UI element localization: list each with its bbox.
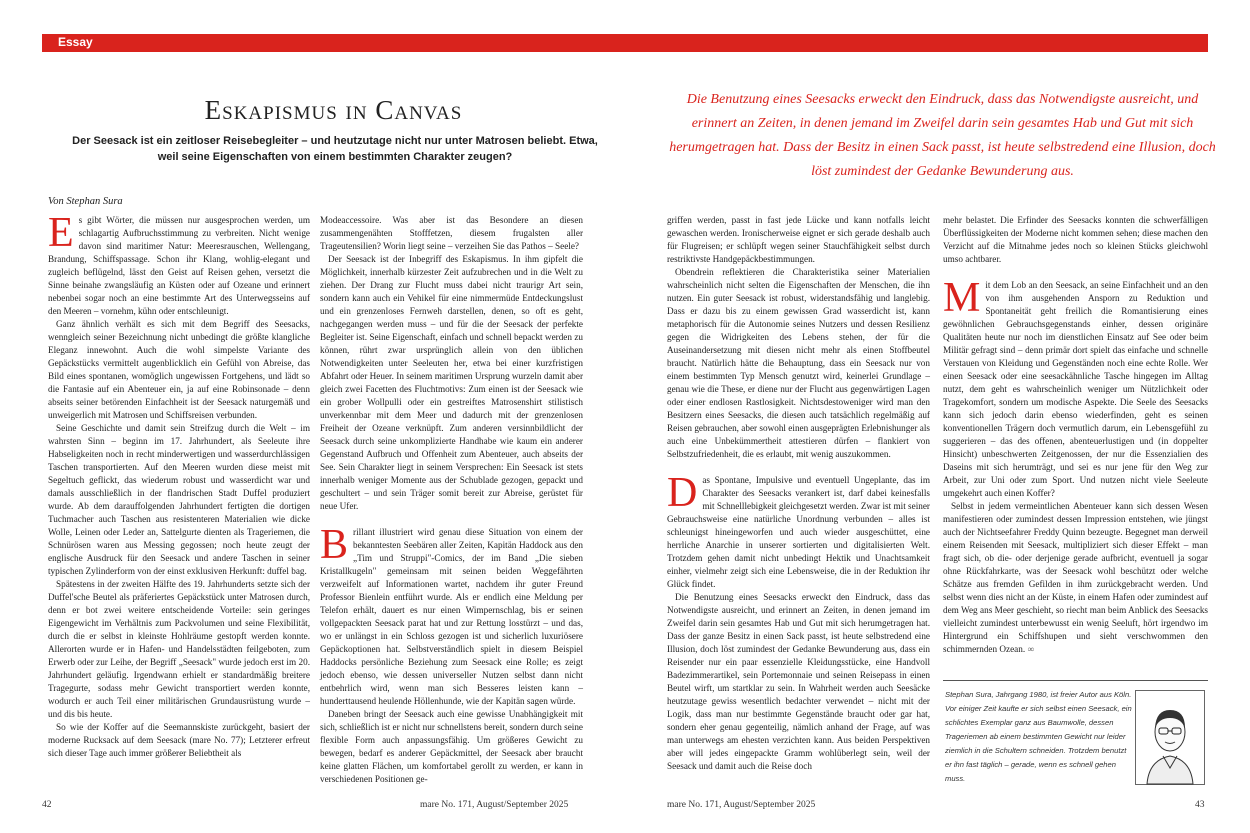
right-page	[625, 0, 1250, 833]
paragraph: Ganz ähnlich verhält es sich mit dem Begriff des Seesacks, wenngleich seiner Bezeichnung nicht unbedingt die größte klangliche Eleganz innewohnt. Auch die wohl simpelste Variante des Gepäckstücks vermittelt augenblicklich ein Gefühl von Abreise, das Bild eines spontanen, womöglich ungewissen Fortgehens, und lädt so die Fantasie auf ein Abenteuer ein, ja auf eine Robinsonade – denn abseits seiner betörenden Einfachheit ist der Seesack naturgemäß und unweigerlich mit Matrosen und Schiffsreisen verbunden.	[48, 319, 310, 420]
bio-rule	[943, 680, 1208, 681]
paragraph: it dem Lob an den Seesack, an seine Einfachheit und an den von ihm ausgehenden Ansporn zu Reduktion und Spontaneität geht freilich die Romantisierung eines gewöhnlichen Gebrauchsgegenstands einher, dessen originäre Qualitäten heute nur noch im dienstlichen Einsatz auf See oder beim Militär gefragt sind – denn primär dort spielt das einfache und schnelle Verstauen von Kleidung und Gegenständen noch eine echte Rolle. Wer einen Seesack oder eine seesackähnliche Tasche hingegen im Alltag nutzt, dem geht es wahrscheinlich weniger um Nützlichkeit oder Tragekomfort, sondern um modische Aspekte. Die Seele des Seesacks kann sich jedoch darin ebenso wiederfinden, geht es seinen konventionellen Trägern doch vermutlich darum, ein Lebensgefühl zu suggerieren – das des offenen, abenteuerlustigen und (in doppelter Hinsicht) unbeschwerten Zeitgenossen, der nur die Essenzialien des Daseins mit sich herumträgt, und sei es nur jene für den Weg zur Arbeit, zur Uni oder zum Sport. Und nutzen nicht viele Seeleute umgekehrt auch einen Koffer?	[943, 280, 1208, 498]
issue-line: mare No. 171, August/September 2025	[420, 800, 569, 810]
column-3	[667, 214, 930, 773]
paragraph: Modeaccessoire. Was aber ist das Besondere an diesen zusammengenähten Stofffetzen, diesem frugalsten aller Trageutensilien? Worin liegt seine – verzeihen Sie das Pathos – Seele?	[320, 215, 583, 251]
dropcap: E	[48, 210, 74, 256]
end-mark: ∞	[1027, 644, 1035, 654]
issue-line: mare No. 171, August/September 2025	[667, 800, 816, 810]
paragraph: Der Seesack ist der Inbegriff des Eskapismus. In ihm gipfelt die Möglichkeit, innerhalb kürzester Zeit aufzubrechen und in die Welt zu ziehen. Der Drang zur Flucht muss dabei nicht traurigr Art sein, sondern kann auch ein Vehikel für eine nimmermüde Entdeckungslust und ein grenzenloses Fernweh darstellen, denen, so oft es geht, nachgegangen werden muss – und für die der Seesack der perfekte Begleiter ist. Seine Eigenschaft, einfach und schnell bepackt werden zu können, rührt zwar ursprünglich allein von den üblichen Notwendigkeiten unter Seeleuten her, etwa bei einer kurzfristigen Abfahrt oder Heuer. In seinem maritimen Ursprung wurzeln damit aber gleich zwei Facetten des Fluchtmotivs: Zum einen ist der Seesack wie ein grober Wollpulli oder ein gestreiftes Matrosenshirt stilistisch unverkennbar mit dem Meer und dadurch mit der grenzenlosen Freiheit der Ozeane verknüpft. Zum anderen versinnbildlicht der Seesack durch seine unkomplizierte Handhabe wie kaum ein anderer Gegenstand Aufbruch und Offenheit zum Abenteuer, auch abseits der See. Sein Charakter liegt in seinem Versprechen: Ein Seesack ist stets innerhalb weniger Momente aus der Schublade gezogen, gepackt und geschultert – und sein Träger somit bereit zur Abreise, gerüstet für neue Ufer.	[320, 254, 583, 511]
section-label: Essay	[58, 35, 93, 49]
paragraph: Selbst in jedem vermeintlichen Abenteuer kann sich dessen Wesen manifestieren oder zumindest dessen Impression entstehen, wie jüngst auch der Nichtseefahrer Freddy Quinn bezeugte. Begegnet man derweil einem Reisenden mit Seesack, multipliziert sich dieser Effekt – man fragt sich, ob die- oder derjenige gerade aufbricht, eventuell ja sogar ohne Rückfahrkarte, was der Seesack wohl beschützt oder welche Schätze aus fremden Gefilden in ihm zurückgebracht werden. Und selbst wenn dies nicht an der Küste, in einem Hafen oder zumindest auf dem Weg ans Meer geschieht, so riecht man beim Anblick des Seesacks vielleicht zumindest unterbewusst ein wenig Seeluft, hört irgendwo im Hintergrund ein Schiffshupen und sieht verschwommen den schimmernden Ozean.	[943, 501, 1208, 654]
author-bio: Stephan Sura, Jahrgang 1980, ist freier Autor aus Köln. Vor einiger Zeit kaufte er sich selbst einen Seesack, ein schlichtes Exemplar ganz aus Baumwolle, dessen Trageriemen ab einem bestimmten Gewicht nur leider ziemlich in die Schultern schneiden. Trotzdem benutzt er ihn fast täglich – gerade, wenn es schnell gehen muss.	[945, 690, 1132, 783]
pull-quote: Die Benutzung eines Seesacks erweckt den Eindruck, dass das Notwendigste ausreicht, und erinnert an Zeiten, in denen jemand im Zweifel darin sein gesamtes Hab und Gut mit sich herumgetragen hat. Dass der Besitz in einen Sack passt, ist heute selbstredend eine Illusion, doch löst zumindest der Gedanke Bewunderung aus.	[669, 92, 1216, 179]
author-portrait-icon	[1135, 690, 1205, 785]
paragraph: So wie der Koffer auf die Seemannskiste zurückgeht, basiert der moderne Rucksack auf dem Seesack (mare No. 77); Letzterer erfreut sich dieser Tage auch immer größerer Beliebtheit als	[48, 722, 310, 758]
paragraph: griffen werden, passt in fast jede Lücke und kann notfalls leicht gewaschen werden. Ironischerweise eignet er sich gerade deshalb auch für Flugreisen; er schlüpft wegen seiner Stauchfähigkeit selbst durch restriktivste Handgepäckbestimmungen.	[667, 215, 930, 264]
paragraph: Die Benutzung eines Seesacks erweckt den Eindruck, dass das Notwendigste ausreicht, und erinnert an Zeiten, in denen jemand im Zweifel darin sein gesamtes Hab und Gut mit sich herumgetragen hat. Dass der ganze Besitz in einen Sack passt, ist heute selbstredend eine Illusion, doch löst zumindest der Gedanke Bewunderung aus, dass ein Reisender nur ein paar essenzielle Kleidungsstücke, eine Handvoll Badezimmerartikel, sein Portemonnaie und seinen Reisepass in einen Beutel wirft, um startklar zu sein. In Wahrheit werden auch Seesäcke heutzutage gewiss wesentlich bedachter verwendet – nicht mit der Logik, dass man nur bestimmte Gegenstände braucht oder gar hat, sondern eher genau gegenteilig, nämlich anhand der Frage, auf was man unterwegs am ehesten verzichten kann. Aus beiden Perspektiven aber will jedes eingepackte Gramm wohlüberlegt sein, weil der Seesack und damit auch die Reise doch	[667, 592, 930, 771]
column-1	[48, 210, 310, 760]
paragraph: mehr belastet. Die Erfinder des Seesacks konnten die schwerfälligen Überflüssigkeiten der Moderne nicht kommen sehen; diese machen den Verzicht auf die Mitnahme jedes noch so kleinen Stücks gleichwohl umso achtbarer.	[943, 215, 1208, 264]
byline: Von Stephan Sura	[48, 196, 123, 207]
paragraph: Daneben bringt der Seesack auch eine gewisse Unabhängigkeit mit sich, schließlich ist er nicht nur schnellstens bereit, sondern durch seine flexible Form auch anpassungsfähig. Um größeres Gewicht zu bewegen, bedarf es anderer Gepäckmittel, der Seesack aber braucht keine glatten Flächen, um komfortabel gerollt zu werden, er kann in verschiedenen Positionen ge-	[320, 709, 583, 784]
paragraph: Spätestens in der zweiten Hälfte des 19. Jahrhunderts setzte sich der Duffel'sche Beutel als präferiertes Gepäckstück unter Matrosen durch, denn er bot zwei weitere entscheidende Vorteile: sein geringes Eigengewicht im Verhältnis zum Packvolumen und seine Flexibilität, durch die er selbst in kleinste Hohlräume gestopft werden konnte. Allerorten wurde er in Hafen- und Handelsstädten feilgeboten, zum Erwerb oder zur Leihe, der Begriff „Seesack" wurde jedoch erst im 20. Jahrhundert geläufig. Irgendwann erhielt er standardmäßig breitere Tragegurte, sodass mehr Gewicht transportiert werden konnte, wodurch er auch Teil einer militärischen Grundausrüstung wurde – und dis bis heute.	[48, 579, 310, 719]
article-subtitle: Der Seesack ist ein zeitloser Reisebegleiter – und heutzutage nicht nur unter Matrosen beliebt. Etwa, weil seine Eigenschaften von einem bestimmten Charakter zeugen?	[72, 135, 598, 163]
paragraph: rillant illustriert wird genau diese Situation von einem der bekanntesten Seebären aller Zeiten, Kapitän Haddock aus den „Tim und Struppi"-Comics, der im Band „Die sieben Kristallkugeln" gemeinsam mit seinen beiden Weggefährten verzweifelt auf Informationen wartet, nachdem ihr guter Freund Professor Bienlein entführt wurde. Als er endlich eine Meldung per Telefon erhält, dauert es nur einen Wimpernschlag, bis er seinen vollgepackten Seesack parat hat und zur Rettung losstürzt – und das, wo er unlängst in ein Schloss gezogen ist und sicherlich luxuriösere Gepäckoptionen hat. Selbstverständlich spielt in diesem Beispiel Haddocks persönliche Beziehung zum Seesack eine Rolle; es zeigt jedoch ebenso, wie dessen universeller Nutzen selbst dann nicht entbehrlich wird, wenn man sich Besseres leisten kann – hunderttausend heulende Höllenhunde, wie der Kapitän sagen würde.	[320, 527, 583, 706]
dropcap: D	[667, 470, 698, 516]
section-bar	[42, 34, 625, 52]
paragraph: s gibt Wörter, die müssen nur ausgesprochen werden, um schlagartig Aufbruchsstimmung zu verbreiten. Nicht wenige davon sind maritimer Natur: Meeresrauschen, Wellengang, Brandung, Schiffspassage. Schon ihr Klang, wohlig-elegant und zugleich beflügelnd, lässt den Geist auf Reisen gehen, versetzt die Sinne beinahe zwangsläufig an Küsten oder auf Ozeane und erinnert nebenbei sogar noch an eine bestimmte Art des Unterwegsseins auf den Meeren – vornehm, kühn oder entschleunigt.	[48, 215, 310, 316]
column-2	[320, 214, 583, 786]
paragraph: Obendrein reflektieren die Charakteristika seiner Materialien wahrscheinlich nicht selten die Eigenschaften der Menschen, die ihn nutzen. Ein guter Seesack ist robust, widerstandsfähig und langlebig. Dass er dazu bis zu einem gewissen Grad wasserdicht ist, kann metaphorisch für die Autonomie seines Nutzers und dessen Resilienz gegen die Widrigkeiten des Lebens stehen, der für die Auseinandersetzung mit diesen nicht mehr als einen Stoffbeutel braucht. Natürlich hätte die Behauptung, dass ein Seesack nur von einem bestimmten Typ Mensch genutzt wird, keinerlei Grundlage – genau wie die These, er diene nur der Flucht aus gegenwärtigen Lagen oder einer endlosen Rastlosigkeit. Nichtsdestoweniger wird man den Besitzern eines Seesacks, die diesen auch tatsächlich regelmäßig auf Reisen gebrauchen, aber sowohl einen ausgeprägten Erlebnishunger als auch eine Unbekümmertheit attestieren dürfen – flankiert von Selbstzufriedenheit, die es erlaubt, mit wenig auszukommen.	[667, 267, 930, 459]
page-number: 43	[1195, 800, 1205, 810]
column-4	[943, 214, 1208, 656]
page-number: 42	[42, 800, 52, 810]
article-title: Eskapismus in Canvas	[204, 95, 463, 125]
paragraph: Seine Geschichte und damit sein Streifzug durch die Welt – im wahrsten Sinn – beginn im 17. Jahrhundert, als Seeleute ihre Habseligkeiten noch in recht minderwertigen und wasserdurchlässigen Taschen transportierten. Auf den Meeren wurden diese meist mit Segeltuch geflickt, das wiederum robust und wasserdicht war und damals ausschließlich in der flandrischen Stadt Duffel produziert wurde. Ab dem darauffolgenden Jahrhundert fertigten die dortigen Tuchmacher auch Taschen aus resistenteren Materialien wie dicke Wolle, Leinen oder Leder an, Sattelgurte dienten als Trageriemen, die Schnürösen waren aus Messing gegossen; noch heute zeugt der englische Ausdruck für den Seesack und andere Taschen in seiner typischen Zylinderform von der einst exklusiven Herkunft: duffel bag.	[48, 423, 310, 576]
dropcap: B	[320, 522, 349, 568]
paragraph: as Spontane, Impulsive und eventuell Ungeplante, das im Charakter des Seesacks verankert ist, darf dabei keinesfalls mit Schnelllebigkeit gleichgesetzt werden. Zwar ist mit seiner Gebrauchsweise eine natürliche Unordnung verbunden – alles ist schleunigst hineingeworfen und auch wieder ausgeschüttet, eine herrliche Anarchie in unserer sortierten und digitalisierten Welt. Trotzdem gehen damit nicht unbedingt Hektik und Unachtsamkeit einher, vielmehr zeigt sich eine Lebensweise, die in der Reduktion ihr Glück findet.	[667, 475, 930, 589]
section-bar-right	[625, 34, 1208, 52]
dropcap: M	[943, 275, 981, 321]
